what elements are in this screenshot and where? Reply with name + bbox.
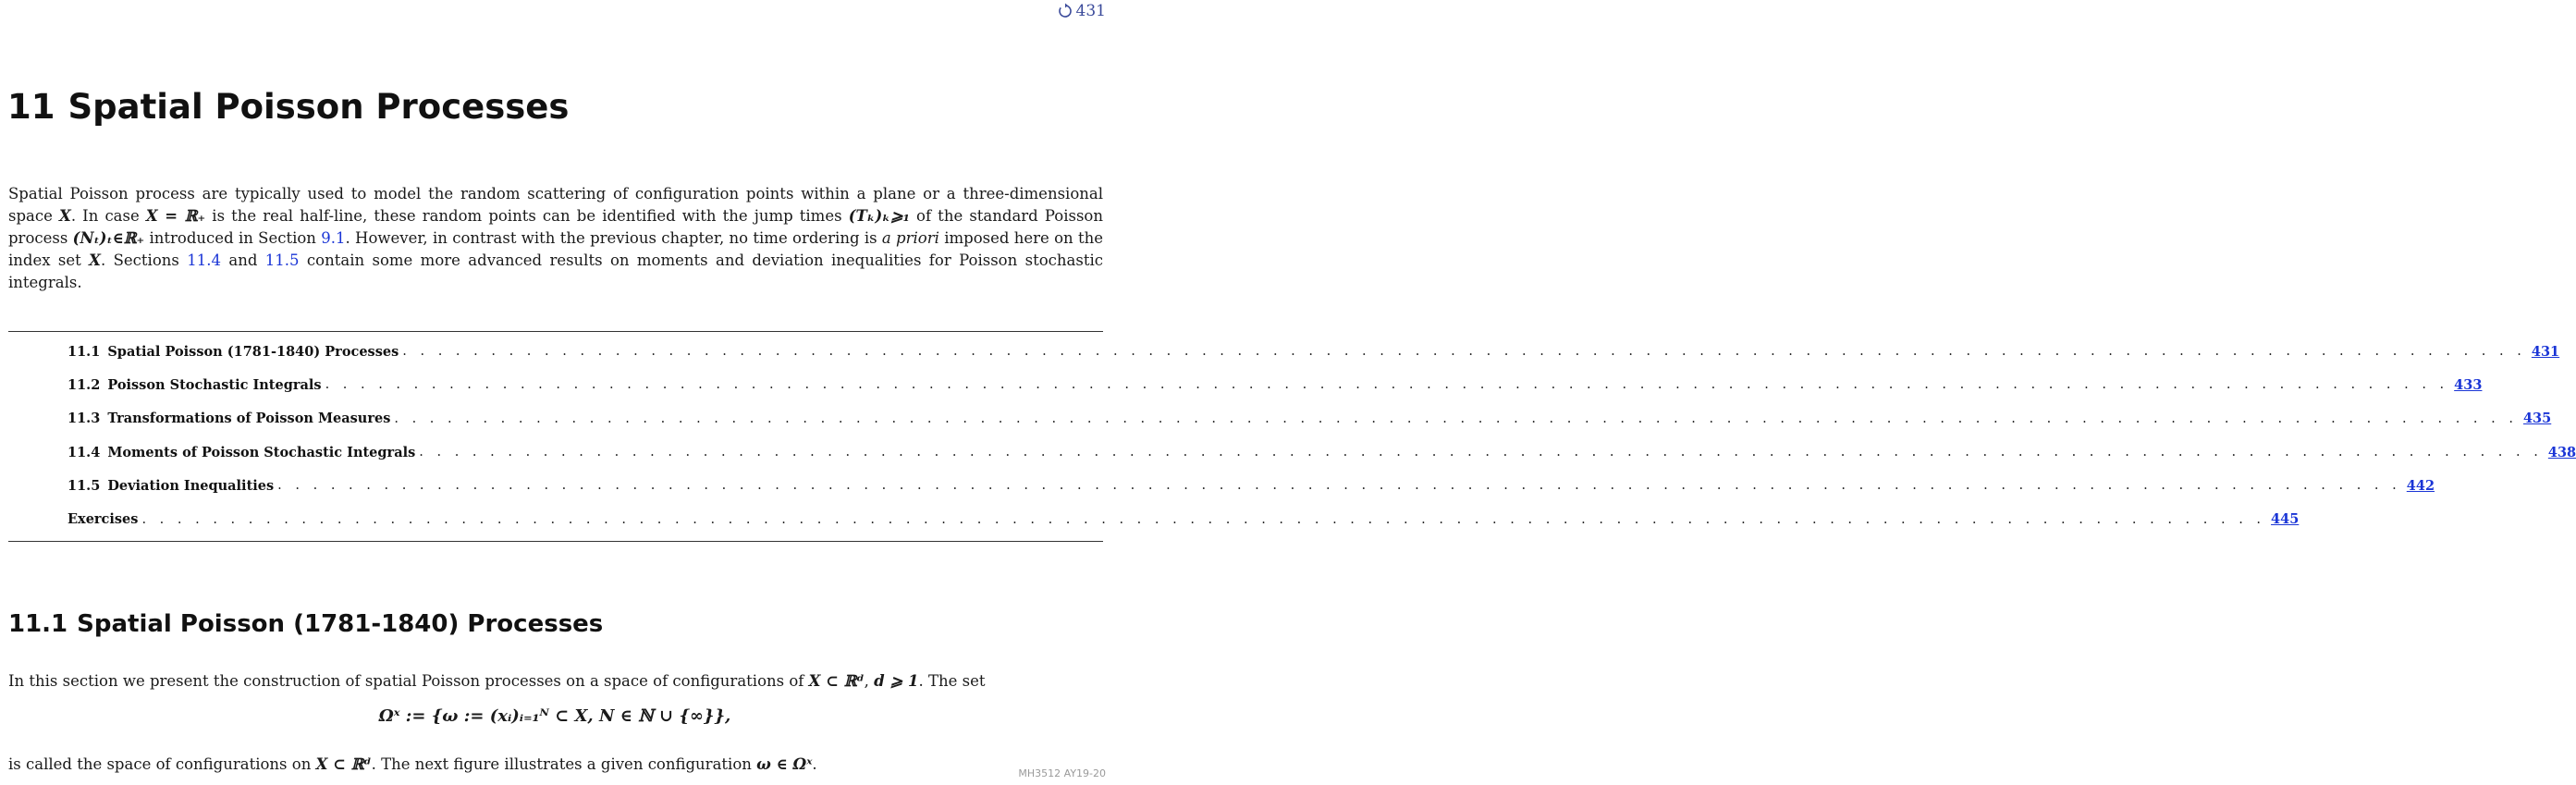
display-equation: Ωˣ := {ω := (xᵢ)ᵢ₌₁ᴺ ⊂ X, N ∈ ℕ ∪ {∞}}, [378, 706, 731, 726]
chapter-title [7, 87, 569, 127]
intro-paragraph [8, 183, 1103, 294]
toc-entry-number: 11.1 [67, 343, 101, 360]
toc-leader-dots: . . . . . . . . . . . . . . . . . . . . . . . . . . . . . . . . . . . . . . . . . . . . . . . . . . . . . . . . . . . . . . . . . . . . . . . . . . . . . . . . . . . . . . . . . . . . . . . . . . . . . . . . . . . . . . . . . . . . . . . . [277, 478, 2401, 494]
toc-entry-title [67, 344, 402, 360]
toc-leader-dots: . . . . . . . . . . . . . . . . . . . . . . . . . . . . . . . . . . . . . . . . . . . . . . . . . . . . . . . . . . . . . . . . . . . . . . . . . . . . . . . . . . . . . . . . . . . . . . . . . . . . . . . . . . . . . . . . . . . . . . . . [402, 344, 2526, 360]
math-inline: X ⊂ ℝᵈ [315, 755, 372, 773]
toc-entry-label: Poisson Stochastic Integrals [107, 376, 322, 393]
intro-text: of the standard Poisson process [8, 207, 1103, 247]
course-footer: MH3512 AY19-20 [1018, 767, 1106, 779]
math-inline: X [89, 251, 101, 269]
toc-leader-dots: . . . . . . . . . . . . . . . . . . . . . . . . . . . . . . . . . . . . . . . . . . . . . . . . . . . . . . . . . . . . . . . . . . . . . . . . . . . . . . . . . . . . . . . . . . . . . . . . . . . . . . . . . . . . . . . . . . . . . . . . [419, 445, 2543, 460]
math-inline: ω ∈ Ωˣ [756, 755, 813, 773]
intro-text: is the real half-line, these random points can be identified with the jump times [205, 207, 849, 225]
emphasis-text: a priori [881, 229, 939, 247]
math-inline: d ⩾ 1 [874, 672, 919, 690]
toc-top-rule [8, 331, 1103, 332]
section-number: 11.1 [8, 610, 68, 638]
para-text: is called the space of configurations on [8, 755, 316, 773]
toc-entry[interactable] [67, 335, 2560, 368]
intro-text: and [221, 251, 265, 269]
intro-text: contain some more advanced results on moments and deviation inequalities for Poisson stochastic integrals. [8, 251, 1103, 291]
toc-entry-title [67, 478, 277, 494]
toc-entry[interactable] [67, 368, 2483, 401]
toc-page-link[interactable]: 431 [2531, 343, 2560, 360]
toc-leader-dots: . . . . . . . . . . . . . . . . . . . . . . . . . . . . . . . . . . . . . . . . . . . . . . . . . . . . . . . . . . . . . . . . . . . . . . . . . . . . . . . . . . . . . . . . . . . . . . . . . . . . . . . . . . . . . . . . . . . . . . . . [325, 377, 2449, 393]
toc-entry[interactable] [67, 435, 2576, 469]
section-link-9-1[interactable]: 9.1 [321, 229, 346, 247]
chapter-number: 11 [7, 87, 55, 127]
math-inline: X ⊂ ℝᵈ [808, 672, 865, 690]
toc-entry[interactable] [67, 402, 2552, 435]
toc-entry-title [67, 445, 419, 460]
toc-entry-label: Spatial Poisson (1781-1840) Processes [107, 343, 399, 360]
section-paragraph-1 [8, 672, 986, 690]
toc-page-link[interactable]: 435 [2522, 411, 2552, 427]
toc-entry-number: 11.4 [67, 444, 101, 460]
math-inline: (Nₜ)ₜ∈ℝ₊ [72, 229, 145, 247]
para-text: , [864, 672, 875, 690]
intro-text: introduced in Section [144, 229, 322, 247]
toc-entry-title [67, 377, 325, 393]
toc-entry-number: 11.3 [67, 411, 101, 427]
toc-entry-title [67, 411, 394, 426]
toc-entry-label: Exercises [67, 511, 139, 528]
section-title: Spatial Poisson (1781-1840) Processes [77, 610, 604, 638]
section-heading [8, 610, 603, 638]
toc-leader-dots: . . . . . . . . . . . . . . . . . . . . . . . . . . . . . . . . . . . . . . . . . . . . . . . . . . . . . . . . . . . . . . . . . . . . . . . . . . . . . . . . . . . . . . . . . . . . . . . . . . . . . . . . . . . . . . . . . . . . . . . . [141, 511, 2266, 527]
toc-leader-dots: . . . . . . . . . . . . . . . . . . . . . . . . . . . . . . . . . . . . . . . . . . . . . . . . . . . . . . . . . . . . . . . . . . . . . . . . . . . . . . . . . . . . . . . . . . . . . . . . . . . . . . . . . . . . . . . . . . . . . . . . [394, 411, 2518, 426]
toc-page-link[interactable]: 438 [2547, 444, 2576, 460]
section-link-11-5[interactable]: 11.5 [264, 251, 300, 269]
toc-entry-label: Deviation Inequalities [107, 477, 275, 494]
intro-text: . However, in contrast with the previous chapter, no time ordering is [345, 229, 882, 247]
toc-entry-title [67, 511, 141, 527]
toc-entry-number: 11.5 [67, 477, 101, 494]
math-inline: (Tₖ)ₖ⩾₁ [848, 207, 910, 225]
page-indicator[interactable] [1057, 2, 1106, 20]
page-number: 431 [1075, 2, 1106, 20]
intro-text: Spatial Poisson process are typically used to model the random scattering of configuration points within a plane or a three-dimensional space [8, 185, 1103, 225]
toc-entry-number: 11.2 [67, 376, 101, 393]
intro-text: imposed here on the index set [8, 229, 1103, 269]
para-text: . The set [918, 672, 986, 690]
toc-entry[interactable] [67, 469, 2435, 502]
section-link-11-4[interactable]: 11.4 [187, 251, 221, 269]
toc-page-link[interactable]: 433 [2454, 376, 2483, 393]
toc-page-link[interactable]: 445 [2271, 511, 2300, 528]
para-text: . The next figure illustrates a given configuration [371, 755, 757, 773]
intro-text: . In case [70, 207, 146, 225]
toc-entry-label: Transformations of Poisson Measures [107, 411, 391, 427]
section-paragraph-2 [8, 755, 817, 773]
table-of-contents [67, 335, 2576, 536]
para-text: . [812, 755, 817, 773]
intro-text: . Sections [100, 251, 188, 269]
toc-entry-label: Moments of Poisson Stochastic Integrals [107, 444, 416, 460]
math-inline: X [59, 207, 71, 225]
chapter-title-text: Spatial Poisson Processes [67, 87, 570, 127]
toc-entry[interactable] [67, 502, 2300, 535]
toc-bottom-rule [8, 541, 1103, 542]
refresh-icon[interactable] [1057, 3, 1073, 19]
toc-page-link[interactable]: 442 [2406, 477, 2435, 494]
para-text: In this section we present the construction of spatial Poisson processes on a space of configurations of [8, 672, 809, 690]
math-inline: X = ℝ₊ [145, 207, 206, 225]
